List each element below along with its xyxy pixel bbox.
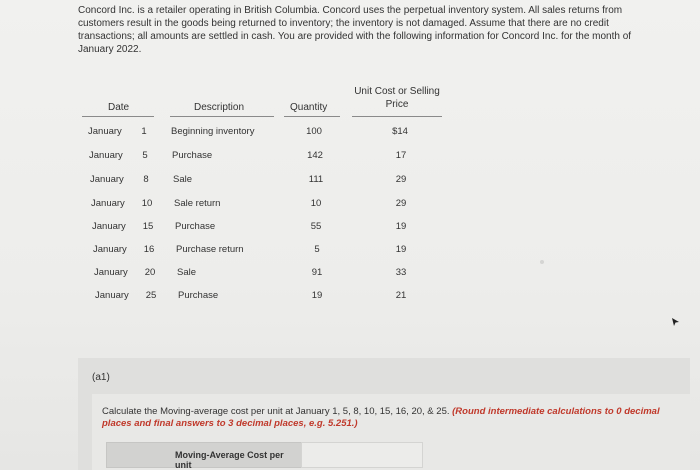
- row-day: 16: [143, 244, 155, 255]
- row-month: January: [93, 244, 127, 255]
- question-label: (a1): [92, 372, 110, 383]
- row-price: 21: [395, 290, 407, 301]
- problem-intro: Concord Inc. is a retailer operating in British Columbia. Concord uses the perpetual inventory system. All sales returns from customers result in the goods being returned to inventory; the inventory is not damaged. Assume that there are no credit transactions; all amounts are settled in cash. You are provided with the following information for Concord Inc. for the month of January 2022.: [78, 5, 632, 55]
- row-price: 33: [395, 267, 407, 278]
- question-instruction: [102, 406, 662, 430]
- row-description: Purchase return: [176, 244, 244, 255]
- row-quantity: 55: [310, 221, 322, 232]
- row-quantity: 142: [307, 150, 323, 161]
- row-price: 17: [395, 150, 407, 161]
- row-quantity: 19: [311, 290, 323, 301]
- row-day: 5: [142, 150, 148, 161]
- table-row: [78, 150, 448, 166]
- row-day: 20: [144, 267, 156, 278]
- row-quantity: 100: [306, 126, 322, 137]
- row-price: 19: [395, 244, 407, 255]
- row-month: January: [88, 126, 122, 137]
- row-day: 1: [141, 126, 147, 137]
- row-description: Sale: [177, 267, 197, 278]
- row-quantity: 10: [310, 198, 322, 209]
- mouse-cursor-icon: [672, 318, 680, 326]
- inventory-table: [78, 80, 458, 310]
- header-underline-price: [352, 116, 442, 117]
- row-day: 15: [142, 221, 154, 232]
- table-row: [78, 126, 448, 142]
- row-price: $14: [392, 126, 408, 137]
- row-day: 10: [141, 198, 153, 209]
- row-month: January: [92, 221, 126, 232]
- header-unit-cost-line2: Price: [385, 99, 409, 110]
- table-row: [78, 198, 448, 214]
- row-description: Sale: [173, 174, 193, 185]
- table-row: [78, 174, 448, 190]
- row-month: January: [91, 198, 125, 209]
- answer-column-header: [106, 442, 302, 468]
- row-description: Purchase: [175, 221, 216, 232]
- row-description: Beginning inventory: [171, 126, 255, 137]
- row-description: Purchase: [172, 150, 213, 161]
- header-date: Date: [108, 102, 130, 113]
- row-month: January: [89, 150, 123, 161]
- header-underline-description: [170, 116, 274, 117]
- page-dot: [540, 260, 544, 264]
- row-month: January: [90, 174, 124, 185]
- row-quantity: 5: [314, 244, 320, 255]
- header-underline-quantity: [284, 116, 340, 117]
- row-quantity: 91: [311, 267, 323, 278]
- instruction-text: Calculate the Moving-average cost per unit at January 1, 5, 8, 10, 15, 16, 20, & 25.: [102, 406, 450, 417]
- row-month: January: [95, 290, 129, 301]
- header-unit-cost-line1: Unit Cost or Selling: [354, 86, 440, 97]
- header-unit-cost: [352, 86, 442, 110]
- row-price: 29: [395, 174, 407, 185]
- row-day: 8: [143, 174, 149, 185]
- header-quantity: Quantity: [290, 102, 328, 113]
- answer-header-label: Moving-Average Cost per unit: [175, 450, 284, 470]
- row-day: 25: [145, 290, 157, 301]
- row-price: 29: [395, 198, 407, 209]
- table-row: [78, 244, 448, 260]
- row-month: January: [94, 267, 128, 278]
- header-description: Description: [194, 102, 245, 113]
- answer-input-cell[interactable]: [301, 442, 423, 468]
- row-description: Sale return: [174, 198, 221, 209]
- row-description: Purchase: [178, 290, 219, 301]
- table-row: [78, 221, 448, 237]
- row-quantity: 111: [308, 174, 324, 185]
- table-row: [78, 267, 448, 283]
- header-underline-date: [82, 116, 154, 117]
- row-price: 19: [395, 221, 407, 232]
- table-row: [78, 290, 448, 306]
- rounding-warning: (Round intermediate calculations to 0 decimal places and final answers to 3 decimal places, e.g. 5.251.): [102, 406, 660, 429]
